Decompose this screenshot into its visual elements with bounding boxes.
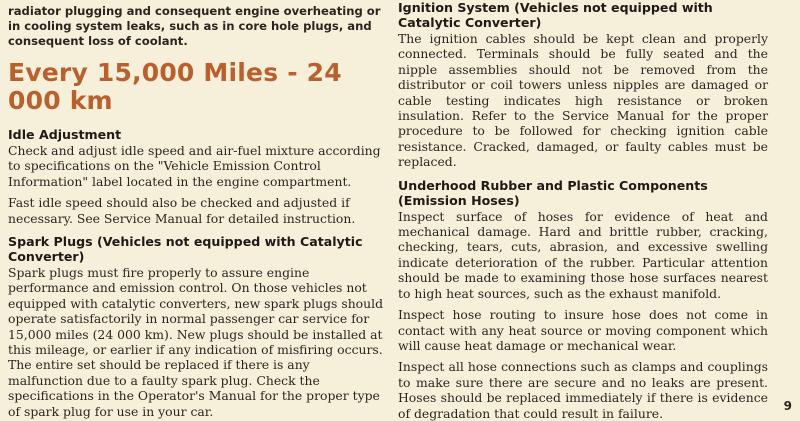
emission-hoses-section	[398, 178, 768, 421]
emission-hoses-paragraph-2: Inspect hose routing to insure hose does not come in contact with any heat source or moving component which will cause heat damage or mechanical wear.	[398, 307, 768, 353]
spark-plugs-paragraph: Spark plugs must fire properly to assure engine performance and emission control. On those vehicles not equipped with catalytic converters, new spark plugs should operate satisfactorily in normal passenger car service for 15,000 miles (24 000 km). New plugs should be installed at this mileage, or earlier if any indication of misfiring occurs. The entire set should be replaced if there is any malfunction due to a faulty spark plug. Check the specifications in the Operator's Manual for the proper type of spark plug for use in your car.	[8, 265, 384, 419]
ignition-system-title: Ignition System (Vehicles not equipped with Catalytic Converter)	[398, 0, 713, 30]
spark-plugs-section	[8, 234, 386, 419]
emission-hoses-paragraph-1: Inspect surface of hoses for evidence of heat and mechanical damage. Hard and brittle rubber, cracking, checking, tears, cuts, abrasion, and excessive swelling indicate deterioration of the rubber. Particular attention should be made to examining those hose surfaces nearest to high heat sources, such as the exhaust manifold.	[398, 208, 768, 301]
emission-hoses-title: Underhood Rubber and Plastic Components (Emission Hoses)	[398, 177, 708, 208]
idle-adjustment-paragraph-1: Check and adjust idle speed and air-fuel mixture according to specifications on the "Vehicle Emission Control Information" label located in the engine compartment.	[8, 143, 381, 189]
page-number: 9	[783, 399, 792, 413]
right-column	[398, 0, 768, 420]
ignition-system-section	[398, 0, 768, 170]
intro-continuation: radiator plugging and consequent engine overheating or in cooling system leaks, such as in core hole plugs, and consequent loss of coolant.	[8, 4, 381, 48]
left-column	[8, 0, 386, 420]
idle-adjustment-section	[8, 127, 386, 226]
idle-adjustment-title: Idle Adjustment	[8, 127, 122, 142]
section-heading: Every 15,000 Miles - 24 000 km	[8, 58, 342, 115]
emission-hoses-paragraph-3: Inspect all hose connections such as clamps and couplings to make sure there are secure and no leaks are present. Hoses should be replaced immediately if there is evidence of degradation that could result in failure.	[398, 359, 768, 421]
idle-adjustment-paragraph-2: Fast idle speed should also be checked and adjusted if necessary. See Service Manual for detailed instruction.	[8, 195, 356, 226]
ignition-system-paragraph: The ignition cables should be kept clean and properly connected. Terminals should be fully seated and the nipple assemblies should not be removed from the distributor or coil towers unless nipples are damaged or cable testing indicates high resistance or broken insulation. Refer to the Service Manual for the proper procedure to be followed for checking ignition cable resistance. Cracked, damaged, or faulty cables must be replaced.	[398, 31, 768, 170]
spark-plugs-title: Spark Plugs (Vehicles not equipped with Catalytic Converter)	[8, 234, 363, 265]
